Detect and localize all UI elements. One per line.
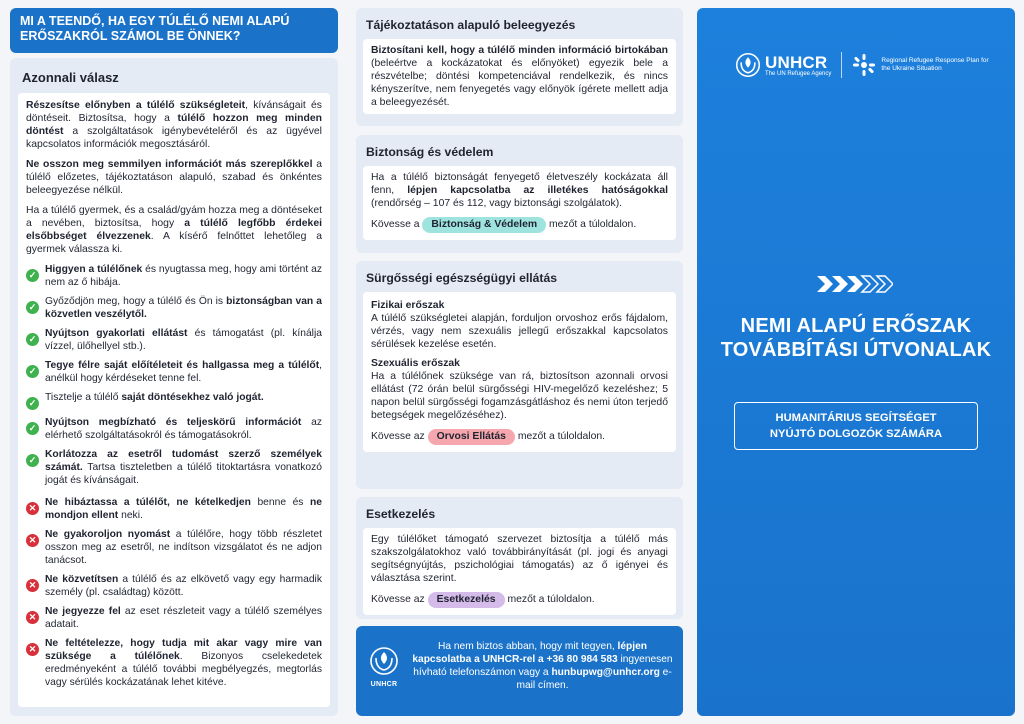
audience-box [734, 402, 978, 450]
logo-strip [735, 52, 991, 78]
consent-card [356, 8, 683, 126]
unhcr-wordmark: UNHCR [765, 52, 828, 72]
question-banner: MI A TEENDŐ, HA EGY TÚLÉLŐ NEMI ALAPÚ ERŐSZAKRÓL SZÁMOL BE ÖNNEK? [10, 8, 338, 53]
do-item-rest: Győződjön meg, hogy a túlélő és Ön is [45, 296, 227, 307]
confidentiality-paragraph [26, 158, 322, 197]
child-text: Ha a túlélő gyermek, és a család/gyám hozza meg a döntéseket a nevében, biztosítsa, hogy [26, 205, 322, 229]
sexual-violence-text: Ha a túlélőnek szüksége van rá, biztosítson azonnali orvosi ellátást (72 órán belül sürgősségi HIV-megelőző kezeléshez; 5 napon belül sürgősségi fogamzásgátláshoz és nemi úton terjedő betegségek megelőzéséhez). [371, 371, 668, 421]
unhcr-tagline: The UN Refugee Agency [765, 70, 832, 77]
contact-box [356, 626, 683, 716]
dont-item-text [45, 528, 322, 567]
do-item-rest: Tisztelje a túlélő [45, 392, 122, 403]
do-item [26, 295, 322, 321]
check-icon: ✓ [26, 397, 39, 410]
do-item-text [45, 263, 322, 289]
check-icon: ✓ [26, 269, 39, 282]
dont-item-rest: benne és [250, 497, 310, 508]
rrp-logo [852, 53, 991, 77]
cross-icon: ✕ [26, 643, 39, 656]
dont-item-text [45, 637, 322, 689]
chevron-arrows [817, 274, 893, 294]
case-pill[interactable]: Esetkezelés [428, 592, 505, 608]
pathways-column [356, 8, 683, 716]
child-bold: a túlélő legfőbb érdekei elsőbbséget élvezzenek [26, 218, 322, 242]
priority-paragraph [26, 99, 322, 151]
cross-icon: ✕ [26, 502, 39, 515]
do-item-bold: biztonságban van a közvetlen veszélytől. [45, 296, 322, 320]
check-icon: ✓ [26, 422, 39, 435]
do-item-text [45, 327, 322, 353]
safety-text [371, 171, 668, 210]
physical-violence-text: A túlélő szükségletei alapján, forduljon orvoshoz erős fájdalom, vérzés, vagy nem szexuális jellegű erőszakkal kapcsolatos sérülések kezelése esetén. [371, 313, 668, 350]
dont-item [26, 528, 322, 567]
rrp-logo-icon [852, 53, 876, 77]
priority-bold: Részesítse előnyben a túlélő szükségleteit [26, 100, 246, 111]
dont-item-rest: . Bizonyos cselekedetek eredményeként a túlélő további megbélyegzés, megtorlás vagy sérülés kockázatának lehet kitéve. [45, 651, 323, 688]
unhcr-logo [735, 52, 831, 78]
safety-follow [371, 217, 668, 233]
case-management-card [356, 497, 683, 619]
do-item-text [45, 391, 322, 404]
unhcr-small-label: UNHCR [370, 681, 398, 688]
unhcr-logo-icon [735, 52, 761, 78]
do-item-rest: és nyugtassa meg, hogy ami történt az nem az ő hibája. [45, 264, 322, 288]
safety-card [356, 135, 683, 253]
dont-item-text [45, 496, 322, 522]
do-item [26, 391, 322, 410]
cross-icon: ✕ [26, 534, 39, 547]
safety-text-c: (rendőrség – 107 és 112, vagy biztonsági szolgálatok). [371, 198, 623, 209]
health-body [363, 292, 676, 452]
safety-title: Biztonság és védelem [366, 145, 494, 159]
contact-text-a: Ha nem biztos abban, hogy mit tegyen, [438, 641, 618, 652]
do-item-text [45, 359, 322, 385]
physical-violence-subtitle: Fizikai erőszak [371, 300, 445, 311]
consent-body [363, 39, 676, 114]
immediate-response-panel [10, 58, 338, 716]
audience-line-2: NYÚJTÓ DOLGOZÓK SZÁMÁRA [769, 428, 943, 440]
dont-item-rest: a túlélő és az elkövető vagy egy harmadik személy (pl. családtag) között. [45, 574, 322, 598]
chevron-arrows-icon [817, 274, 893, 294]
dont-item [26, 637, 322, 689]
dont-item-rest: az eset részleteit vagy a túlélő személyes adatait. [45, 606, 322, 630]
consent-bold: Biztosítani kell, hogy a túlélő minden információ birtokában [371, 45, 668, 56]
cross-icon: ✕ [26, 611, 39, 624]
dont-item-bold: Ne közvetítsen [45, 574, 119, 585]
child-text-2: . A kísérő felnőttet lehetőleg a gyermek válassza ki. [26, 231, 322, 255]
cross-icon: ✕ [26, 579, 39, 592]
do-item [26, 448, 322, 487]
dont-item-bold: Ne hibáztassa a túlélőt, ne kételkedjen [45, 497, 251, 508]
safety-body [363, 166, 676, 240]
do-item [26, 416, 322, 442]
confidentiality-text: a túlélő előzetes, tájékoztatáson alapuló, szabad és önkéntes beleegyezése nélkül. [26, 159, 322, 196]
dont-item-bold: Ne jegyezze fel [45, 606, 121, 617]
contact-email[interactable]: hunbupwg@unhcr.org [551, 667, 660, 678]
follow-suffix: mezőt a túloldalon. [548, 219, 637, 230]
health-follow [371, 429, 668, 445]
check-icon: ✓ [26, 333, 39, 346]
consent-text [371, 44, 668, 109]
priority-text-2: a szolgáltatások igénybevételéről és az ügyével kapcsolatos információk megosztásáról. [26, 126, 322, 150]
follow-prefix: Kövesse a [371, 219, 420, 230]
cover-title-line-2: TOVÁBBÍTÁSI ÚTVONALAK [720, 339, 992, 361]
dont-item-bold: Ne gyakoroljon nyomást [45, 529, 171, 540]
check-icon: ✓ [26, 301, 39, 314]
do-item-bold: Tegye félre saját előítéleteit és hallgassa meg a túlélőt [45, 360, 320, 371]
dont-item-text [45, 573, 322, 599]
audience-line-1: HUMANITÁRIUS SEGÍTSÉGET [775, 412, 937, 424]
cover-title [697, 314, 1015, 362]
immediate-response-body [18, 93, 330, 707]
do-item [26, 263, 322, 289]
safety-bold: lépjen kapcsolatba az illetékes hatóságokkal [407, 185, 669, 196]
do-item-bold: Nyújtson gyakorlati ellátást [45, 328, 188, 339]
do-item-bold: Nyújtson megbízható és teljeskörű információt [45, 417, 302, 428]
health-card [356, 261, 683, 489]
do-item-bold: Higgyen a túlélőnek [45, 264, 143, 275]
do-item-bold: saját döntésekhez való jogát. [121, 392, 264, 403]
do-item-text [45, 448, 322, 487]
dont-item [26, 573, 322, 599]
health-title: Sürgősségi egészségügyi ellátás [366, 271, 558, 285]
do-item-rest: , anélkül hogy kérdéseket tenne fel. [45, 360, 322, 384]
consent-rest: (beleértve a kockázatokat és előnyöket) egyezik bele a részvételbe; döntési kompetenciával rendelkezik, és nincs kényszerítve, nem fenyegetés vagy előnyök ígérete mellett adja a beleegyezését. [371, 58, 668, 108]
priority-text: , kívánságait és döntéseit. Biztosítsa, hogy a [26, 100, 322, 124]
cover-title-line-1: NEMI ALAPÚ ERŐSZAK [740, 315, 972, 337]
case-title: Esetkezelés [366, 507, 436, 521]
check-icon: ✓ [26, 365, 39, 378]
dont-item-text [45, 605, 322, 631]
follow-prefix: Kövesse az [371, 431, 425, 442]
safety-pill[interactable]: Biztonság & Védelem [422, 217, 546, 233]
confidentiality-bold: Ne osszon meg semmilyen információt más szereplőkkel [26, 159, 313, 170]
dont-item [26, 605, 322, 631]
do-item-rest: Tartsa tiszteletben a túlélő titoktartásra vonatkozó jogát és kívánságait. [45, 462, 322, 486]
contact-text-c: ingyenesen hívható telefonszámon vagy a [413, 654, 673, 678]
dont-item-rest: a túlélőre, hogy több részletet osszon meg az esetről, ne indítson vizsgálatot és ne adjon tanácsot. [45, 529, 322, 566]
case-body [363, 528, 676, 615]
safety-text-a: Ha a túlélő biztonságát fenyegető életveszély kockázata áll fenn, [371, 172, 668, 196]
do-item [26, 359, 322, 385]
follow-prefix: Kövesse az [371, 594, 425, 605]
unhcr-small-logo [364, 640, 404, 716]
priority-bold-2: túlélő hozzon meg minden döntést [26, 113, 322, 137]
contact-text [412, 640, 673, 716]
dont-item [26, 496, 322, 522]
follow-suffix: mezőt a túloldalon. [517, 431, 606, 442]
immediate-response-column [10, 8, 338, 716]
contact-text-e: e-mail címen. [516, 667, 672, 691]
child-paragraph [26, 204, 322, 256]
case-text: Egy túlélőket támogató szervezet biztosítja a túlélő más szakszolgálatokhoz való továbbirányítását (pl. jogi és anyagi segítségnyújtás, pszichológiai támogatás) az ő igényei és választása szerint. [371, 534, 668, 584]
rrp-text: Regional Refugee Response Plan for the Ukraine Situation [881, 57, 989, 72]
do-item-text [45, 295, 322, 321]
consent-title: Tájékoztatáson alapuló beleegyezés [366, 18, 576, 32]
contact-phone[interactable]: lépjen kapcsolatba a UNHCR-rel a +36 80 984 583 [412, 641, 647, 665]
dont-item-rest-2: neki. [118, 510, 143, 521]
do-item-bold: Korlátozza az esetről tudomást szerző személyek számát. [45, 449, 322, 473]
do-item [26, 327, 322, 353]
logo-divider [841, 52, 842, 78]
do-item-text [45, 416, 322, 442]
do-item-rest: és támogatást (pl. kínálja vízzel, ülőhellyel stb.). [45, 328, 322, 352]
check-icon: ✓ [26, 454, 39, 467]
do-item-rest: az elérhető szolgáltatásokról és támogatásokról. [45, 417, 322, 441]
unhcr-logo-icon [369, 646, 399, 676]
follow-suffix: mezőt a túloldalon. [507, 594, 595, 605]
medical-pill[interactable]: Orvosi Ellátás [428, 429, 515, 445]
sexual-violence-subtitle: Szexuális erőszak [371, 358, 460, 369]
immediate-response-heading: Azonnali válasz [22, 70, 119, 85]
dont-item-bold: Ne feltételezze, hogy tudja mit akar vagy mire van szüksége a túlélőnek [45, 638, 322, 662]
case-follow [371, 592, 668, 608]
dont-item-bold-2: ne mondjon ellent [45, 497, 322, 521]
cover-panel [697, 8, 1015, 716]
